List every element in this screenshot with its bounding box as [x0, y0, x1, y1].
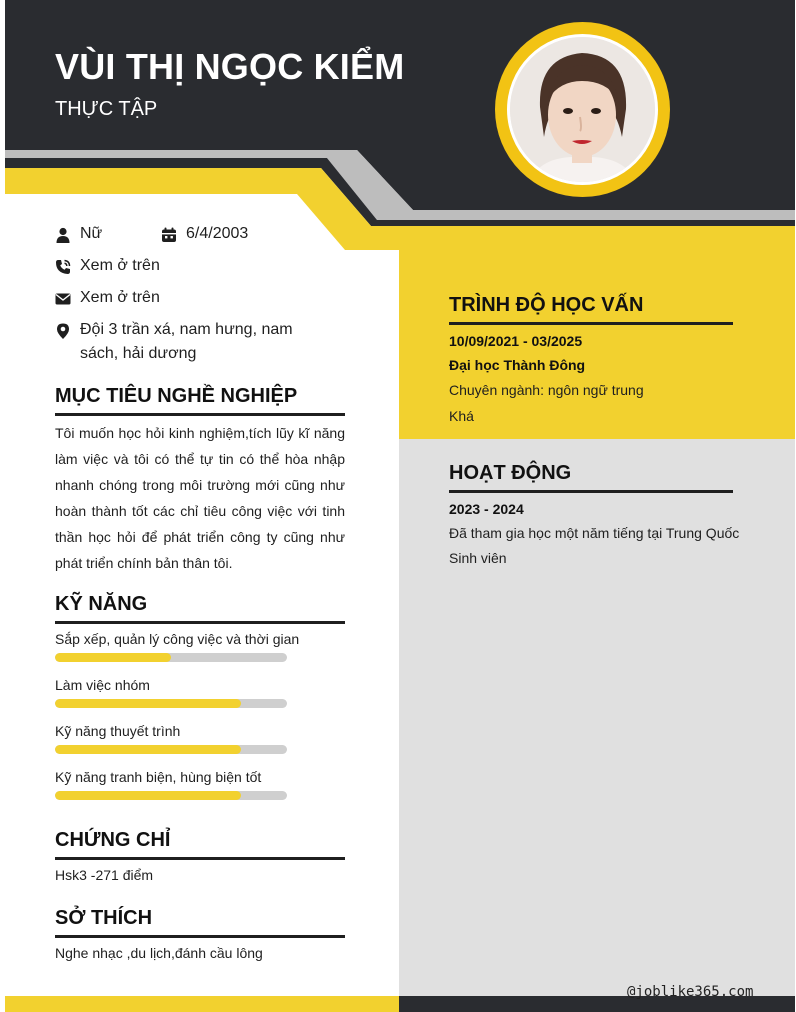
- education-major: Chuyên ngành: ngôn ngữ trung: [449, 382, 644, 398]
- skill-bar-fill: [55, 745, 241, 754]
- objective-text: Tôi muốn học hỏi kinh nghiệm,tích lũy kĩ năng làm việc và tôi có thể tự tin có thể hòa nhập nhanh chóng trong môi trường mới cũng như hoàn thành tốt các chỉ tiêu công việc với tinh thần học hỏi để phát triển công ty cũng như phát triển chính bản thân tôi.: [55, 425, 345, 571]
- candidate-name: VÙI THỊ NGỌC KIỂM: [55, 46, 405, 87]
- education-divider: [449, 322, 733, 325]
- candidate-role: THỰC TẬP: [55, 98, 158, 120]
- certificates-title: CHỨNG CHỈ: [55, 829, 171, 851]
- activities-description: Đã tham gia học một năm tiếng tại Trung Quốc: [449, 525, 740, 541]
- skill-label: Kỹ năng thuyết trình: [55, 723, 181, 739]
- gender-row: [55, 225, 102, 246]
- cv-page: [5, 0, 795, 1012]
- birthdate-row: [161, 225, 248, 246]
- activities-title: HOẠT ĐỘNG: [449, 462, 572, 484]
- activities-period: 2023 - 2024: [449, 501, 524, 517]
- phone-value: Xem ở trên: [80, 257, 160, 274]
- birthdate-value: 6/4/2003: [186, 225, 249, 242]
- hobbies-title: SỞ THÍCH: [55, 907, 153, 929]
- footer-accent: [5, 996, 399, 1012]
- skill-bar: [55, 699, 287, 708]
- gender-value: Nữ: [80, 225, 103, 242]
- skill-label: Sắp xếp, quản lý công việc và thời gian: [55, 631, 300, 647]
- certificate-item: Hsk3 -271 điểm: [55, 867, 154, 883]
- education-school: Đại học Thành Đông: [449, 357, 586, 373]
- skill-bar-fill: [55, 699, 241, 708]
- avatar: [507, 34, 658, 185]
- skill-bar: [55, 653, 287, 662]
- skill-bar-fill: [55, 653, 171, 662]
- hobbies-divider: [55, 935, 345, 938]
- activities-role: Sinh viên: [449, 550, 507, 566]
- phone-row: [55, 257, 160, 278]
- avatar-photo: [510, 37, 655, 182]
- skill-label: Kỹ năng tranh biện, hùng biện tốt: [55, 769, 262, 785]
- skill-bar: [55, 791, 287, 800]
- skills-title: KỸ NĂNG: [55, 593, 148, 615]
- skills-divider: [55, 621, 345, 624]
- email-value: Xem ở trên: [80, 289, 160, 306]
- education-grade: Khá: [449, 408, 474, 424]
- objective-title: MỤC TIÊU NGHỀ NGHIỆP: [55, 385, 298, 407]
- objective-divider: [55, 413, 345, 416]
- skill-bar: [55, 745, 287, 754]
- activities-divider: [449, 490, 733, 493]
- email-row: [55, 289, 160, 310]
- skill-bar-fill: [55, 791, 241, 800]
- hobbies-text: Nghe nhạc ,du lịch,đánh cầu lông: [55, 945, 263, 961]
- person-icon: [55, 227, 71, 243]
- header-banner: [5, 0, 795, 272]
- watermark: @joblike365.com: [627, 984, 754, 1000]
- map-pin-icon: [55, 323, 71, 339]
- envelope-icon: [55, 291, 71, 307]
- avatar-frame: [495, 22, 670, 197]
- address-value: Đội 3 trần xá, nam hưng, nam sách, hải dương: [80, 321, 293, 362]
- education-period: 10/09/2021 - 03/2025: [449, 333, 583, 349]
- calendar-icon: [161, 227, 177, 243]
- education-title: TRÌNH ĐỘ HỌC VẤN: [449, 294, 644, 316]
- address-row: [55, 321, 305, 366]
- skill-label: Làm việc nhóm: [55, 677, 150, 693]
- certificates-divider: [55, 857, 345, 860]
- phone-icon: [55, 259, 71, 275]
